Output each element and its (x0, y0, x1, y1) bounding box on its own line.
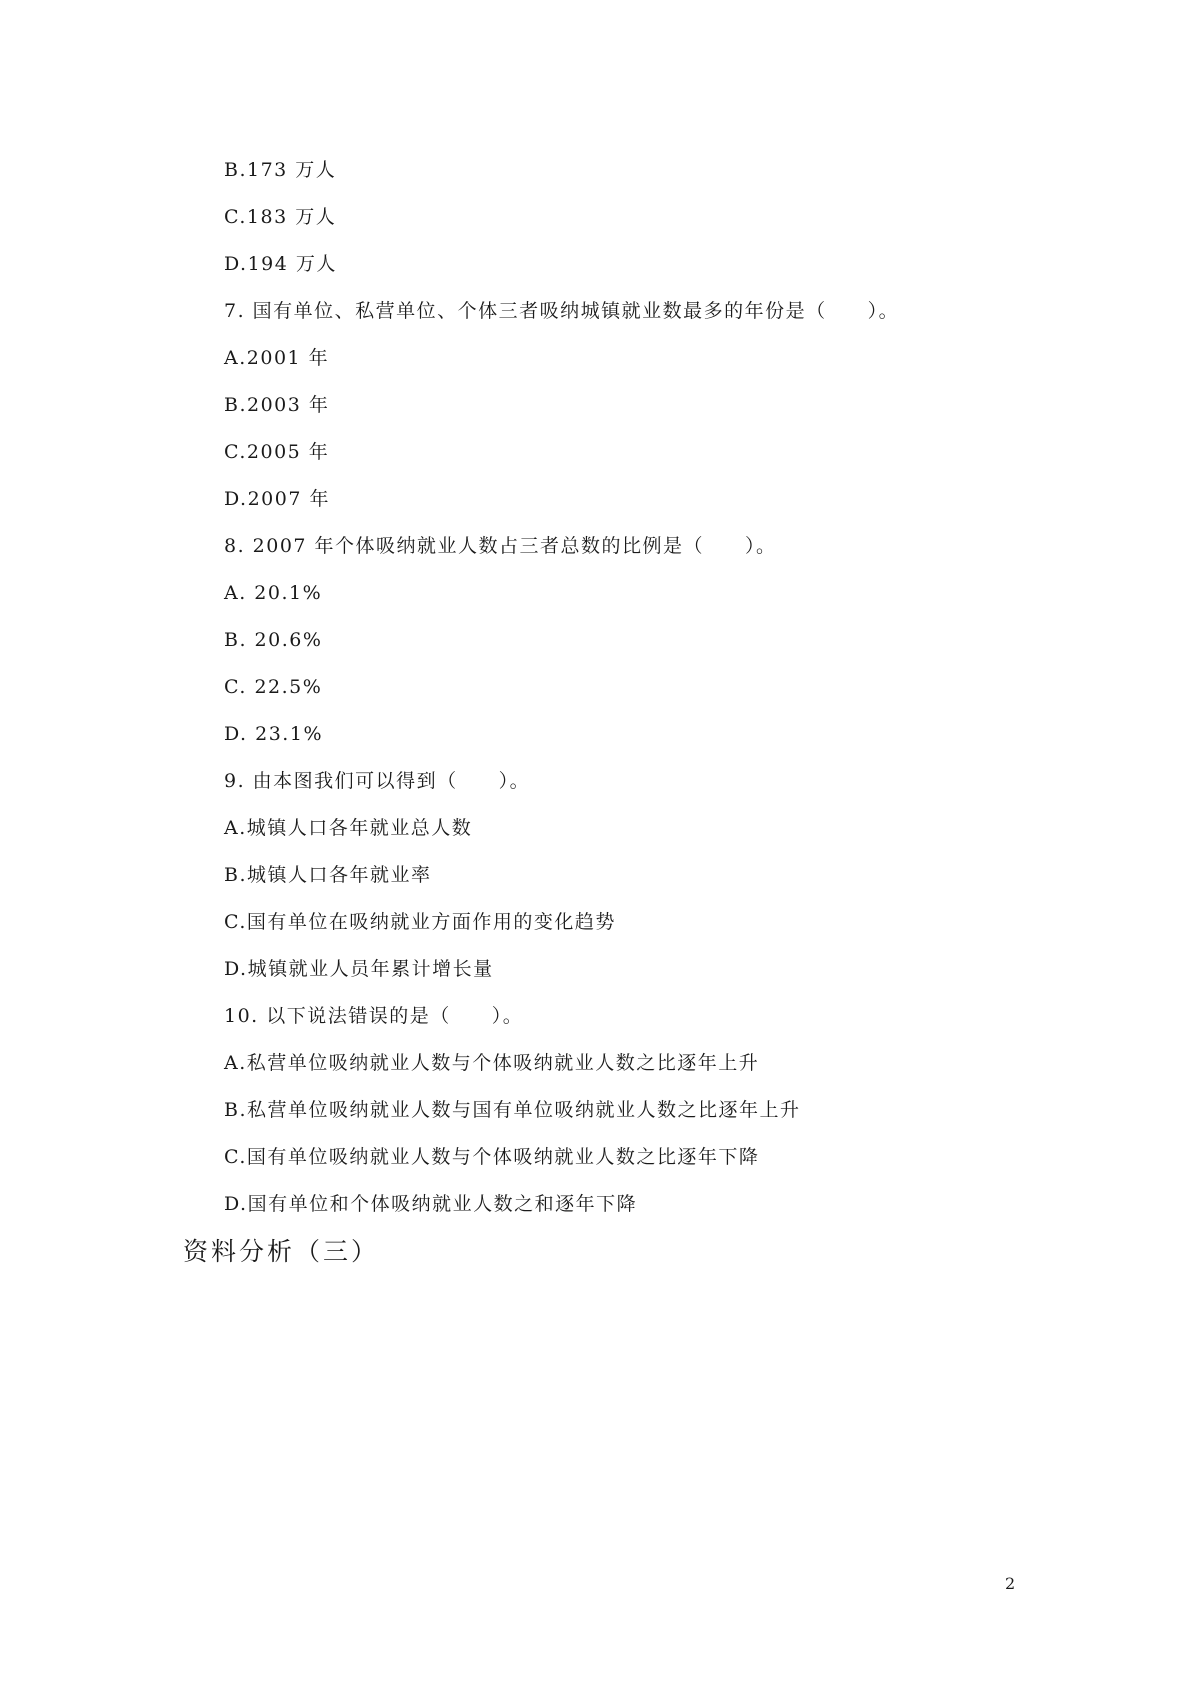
option-a-q9: A.城镇人口各年就业总人数 (224, 817, 473, 839)
option-d-q10: D.国有单位和个体吸纳就业人数之和逐年下降 (224, 1193, 638, 1215)
question-8: 8. 2007 年个体吸纳就业人数占三者总数的比例是（ ）。 (224, 535, 777, 557)
option-a-q8: A. 20.1% (224, 582, 323, 604)
page-number: 2 (1005, 1574, 1016, 1593)
question-7: 7. 国有单位、私营单位、个体三者吸纳城镇就业数最多的年份是（ ）。 (224, 300, 900, 322)
option-d-q9: D.城镇就业人员年累计增长量 (224, 958, 494, 980)
option-c-q9: C.国有单位在吸纳就业方面作用的变化趋势 (224, 911, 616, 933)
option-d-q7: D.2007 年 (224, 488, 330, 510)
option-a-q7: A.2001 年 (224, 347, 330, 369)
option-d-q8: D. 23.1% (224, 723, 323, 745)
option-a-q10: A.私营单位吸纳就业人数与个体吸纳就业人数之比逐年上升 (224, 1052, 760, 1074)
option-b-q9: B.城镇人口各年就业率 (224, 864, 432, 886)
section-heading: 资料分析（三） (183, 1237, 380, 1266)
question-10: 10. 以下说法错误的是（ ）。 (224, 1005, 524, 1027)
option-c-q7: C.2005 年 (224, 441, 330, 463)
option-c-q6: C.183 万人 (224, 206, 337, 228)
option-b-q7: B.2003 年 (224, 394, 330, 416)
option-d-q6: D.194 万人 (224, 253, 337, 275)
option-b-q8: B. 20.6% (224, 629, 323, 651)
question-list (224, 152, 1084, 1233)
option-b-q10: B.私营单位吸纳就业人数与国有单位吸纳就业人数之比逐年上升 (224, 1099, 801, 1121)
option-c-q10: C.国有单位吸纳就业人数与个体吸纳就业人数之比逐年下降 (224, 1146, 760, 1168)
option-b-q6: B.173 万人 (224, 159, 337, 181)
question-9: 9. 由本图我们可以得到（ ）。 (224, 770, 531, 792)
option-c-q8: C. 22.5% (224, 676, 323, 698)
